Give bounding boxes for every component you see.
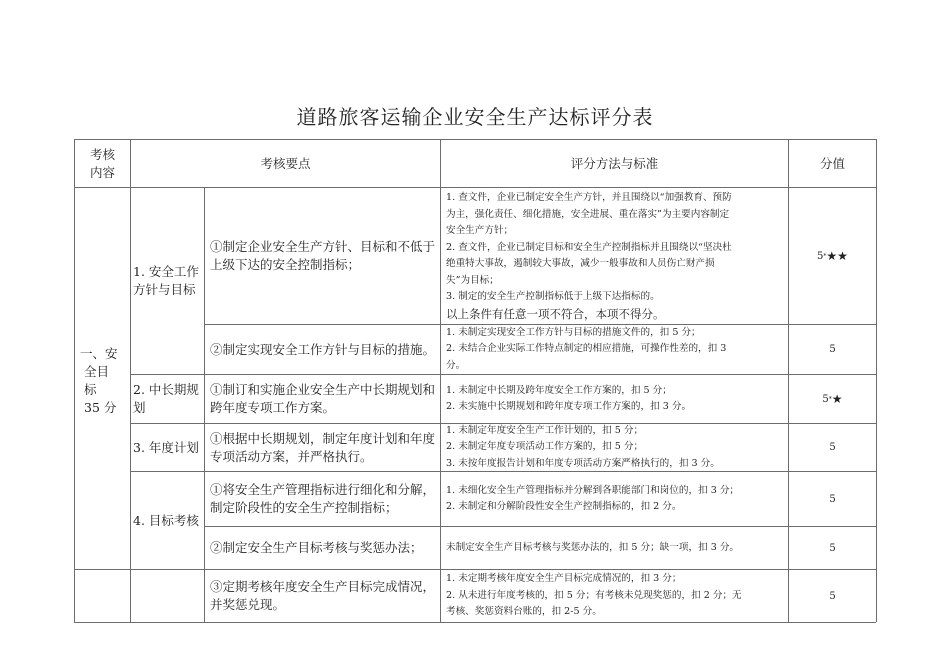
method-line: 3. 制定的安全生产控制指标低于上级下达指标的。 — [446, 291, 660, 303]
method-line: 为主，强化责任、细化措施，安全进展、重在落实”为主要内容制定 — [446, 208, 730, 220]
method-note: 以上条件有任意一项不符合，本项不得分。 — [446, 306, 665, 321]
method-line: 绝重特大事故，遏制较大事故，减少一般事故和人员伤亡财产损 — [446, 258, 715, 270]
item-label: 4. 目标考核 — [133, 512, 199, 528]
score-cell — [789, 375, 876, 423]
score-mark: * — [823, 252, 827, 260]
method-line: 2. 查文件，企业已制定目标和安全生产控制指标并且围绕以“坚决杜 — [446, 241, 732, 253]
point-text: ③定期考核年度安全生产目标完成情况，并奖惩兑现。 — [210, 579, 436, 612]
method-line: 分。 — [446, 359, 466, 371]
method-line: 1. 未制定中长期及跨年度安全工作方案的，扣 5 分； — [446, 384, 672, 396]
method-line: 失”为目标； — [446, 274, 499, 286]
method-line: 1. 查文件，企业已制定安全生产方针，并且围绕以“加强教育、预防 — [446, 192, 732, 204]
method-line: 2. 从未进行年度考核的，扣 5 分；有考核未兑现奖惩的，扣 2 分；无 — [446, 589, 742, 601]
header-content-line: 考核 — [89, 146, 115, 162]
score-value: 5 — [829, 542, 836, 554]
point-text: ①制定企业安全生产方针、目标和不低于上级下达的安全控制指标； — [210, 239, 436, 272]
score-value: 5 — [817, 250, 824, 262]
score-value: 5 — [829, 344, 836, 355]
page-title: 道路旅客运输企业安全生产达标评分表 — [296, 105, 654, 129]
header-content-line: 内容 — [89, 164, 115, 180]
method-text — [446, 570, 788, 622]
method-line: 2. 未制定和分解阶段性安全生产控制指标的，扣 2 分。 — [446, 501, 682, 512]
point-text: ②制定实现安全工作方针与目标的措施。 — [210, 341, 436, 357]
section-label-line: 35 分 — [84, 400, 117, 413]
table-rule — [130, 139, 131, 622]
method-line: 考核、奖惩资料台账的，扣 2-5 分。 — [446, 606, 602, 618]
score-value: 5 — [822, 393, 829, 405]
header-content — [75, 140, 130, 187]
method-text — [446, 325, 788, 374]
section-label — [80, 345, 130, 413]
section-label-line: 全目 — [84, 364, 110, 379]
item-label: 3. 年度计划 — [133, 439, 199, 455]
item-label-line: 2. 中长期规 — [133, 382, 199, 397]
score-mark: * — [828, 395, 832, 403]
point-text: ①根据中长期规划，制定年度计划和年度专项活动方案，并严格执行。 — [210, 430, 436, 464]
item-label — [133, 375, 204, 423]
score-cell — [789, 188, 876, 324]
point-text: ①制订和实施企业安全生产中长期规划和跨年度专项工作方案。 — [210, 382, 436, 415]
method-text — [446, 527, 788, 569]
method-text — [446, 424, 788, 471]
method-line: 安全生产方针； — [446, 225, 514, 237]
header-points: 考核要点 — [260, 155, 311, 171]
method-line: 2. 未结合企业实际工作特点制定的相应措施，可操作性差的，扣 3 — [446, 343, 727, 355]
item-label-line: 划 — [133, 400, 146, 415]
method-text — [446, 472, 788, 526]
method-text — [446, 188, 788, 324]
item-label-line: 1. 安全工作 — [133, 264, 199, 279]
method-line: 3. 未按年度报告计划和年度专项活动方案严格执行的，扣 3 分。 — [446, 457, 720, 469]
table-rule — [876, 139, 877, 622]
header-score: 分值 — [819, 155, 845, 171]
table-rule — [440, 139, 441, 622]
point-text: ②制定安全生产目标考核与奖惩办法； — [210, 540, 423, 555]
table-rule — [74, 622, 876, 623]
header-method: 评分方法与标准 — [570, 155, 659, 171]
method-line: 1. 未细化安全生产管理指标并分解到各职能部门和岗位的，扣 3 分； — [446, 484, 740, 496]
method-line: 1. 未制定年度安全生产工作计划的，扣 5 分； — [446, 424, 644, 436]
item-label-line: 方针与目标 — [133, 282, 196, 297]
table-rule — [74, 139, 75, 622]
method-text — [446, 375, 788, 423]
method-line: 2. 未实施中长期规划和跨年度专项工作方案的，扣 3 分。 — [446, 401, 692, 412]
section-label-line: 一、安 — [80, 346, 118, 361]
point-text: ①将安全生产管理指标进行细化和分解，制定阶段性的安全生产控制指标； — [210, 482, 436, 515]
method-line: 未制定安全生产目标考核与奖惩办法的，扣 5 分；缺一项，扣 3 分。 — [446, 541, 740, 553]
score-value: 5 — [829, 590, 836, 602]
score-value: 5 — [829, 493, 836, 505]
method-line: 2. 未制定年度专项活动工作方案的，扣 5 分； — [446, 441, 644, 453]
method-line: 1. 未定期考核年度安全生产目标完成情况的，扣 3 分； — [446, 573, 682, 585]
section-label-line: 标 — [84, 382, 97, 397]
star-rating-icon: ★ — [831, 392, 843, 406]
item-label — [133, 188, 204, 374]
table-rule — [204, 187, 205, 622]
star-rating-icon: ★★ — [826, 249, 848, 263]
method-line: 1. 未制定实现安全工作方针与目标的措施文件的，扣 5 分； — [446, 326, 701, 338]
score-value: 5 — [829, 442, 836, 453]
